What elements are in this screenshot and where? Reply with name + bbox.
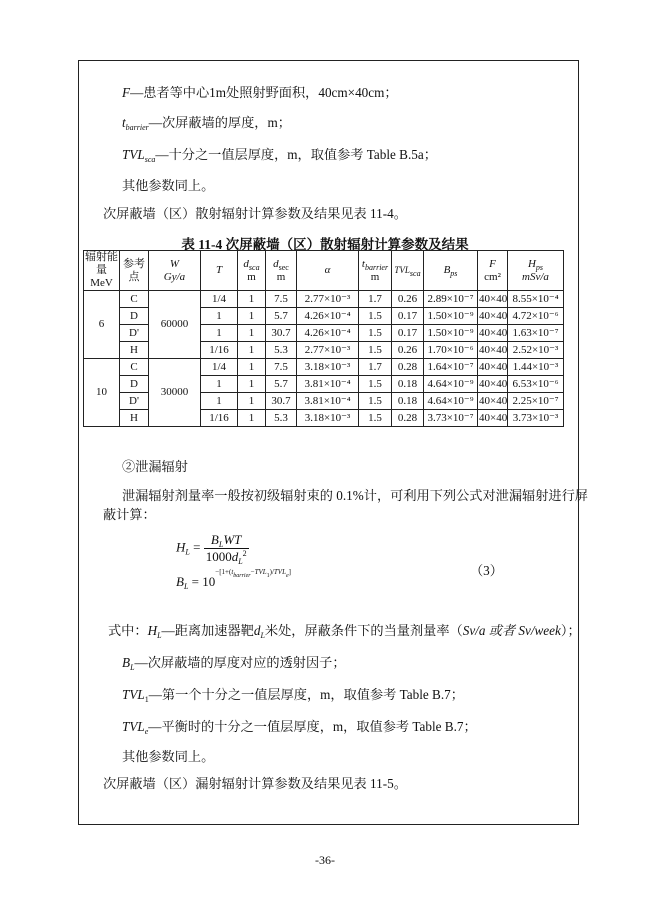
header-f: F cm² — [478, 251, 508, 291]
table-cell: 1.50×10⁻⁹ — [424, 325, 478, 342]
table-cell: 6 — [84, 291, 120, 359]
table-cell: 0.17 — [392, 325, 424, 342]
header-dsec: $d_{sec}$ m — [266, 251, 297, 291]
where-hl: 式中：$H_L—$距离加速器靶$d_L$米处，屏蔽条件下的当量剂量率（Sv/a 或者 Sv/week）； — [108, 623, 581, 640]
table-cell: 40×40 — [478, 359, 508, 376]
table-cell: 40×40 — [478, 325, 508, 342]
table-cell: 10 — [84, 359, 120, 427]
table-cell: 40×40 — [478, 393, 508, 410]
equation-number: （3） — [470, 563, 503, 578]
scatter-radiation-table — [83, 250, 564, 427]
table-header-row — [84, 251, 564, 291]
table-cell: C — [120, 291, 149, 308]
table-cell: 1/16 — [201, 410, 238, 427]
table-cell: 30.7 — [266, 393, 297, 410]
table-cell: 1 — [238, 410, 266, 427]
table-cell: C — [120, 359, 149, 376]
table-cell: 0.18 — [392, 376, 424, 393]
definition-t-barrier: $t_{barrier}—$次屏蔽墙的厚度，m； — [122, 115, 291, 132]
table-cell: D — [120, 376, 149, 393]
table-cell: 1/4 — [201, 359, 238, 376]
closing-text: 次屏蔽墙（区）漏射辐射计算参数及结果见表 11-5。 — [103, 776, 407, 791]
table-cell: 0.26 — [392, 342, 424, 359]
table-cell: 4.26×10⁻⁴ — [297, 308, 359, 325]
table-cell: 1.50×10⁻⁹ — [424, 308, 478, 325]
table-cell: 5.7 — [266, 376, 297, 393]
table-intro-text: 次屏蔽墙（区）散射辐射计算参数及结果见表 11-4。 — [103, 206, 407, 221]
table-cell: 0.28 — [392, 359, 424, 376]
table-cell: D' — [120, 393, 149, 410]
table-cell: 5.3 — [266, 410, 297, 427]
table-cell: 1.5 — [359, 308, 392, 325]
table-cell: 4.64×10⁻⁹ — [424, 376, 478, 393]
table-row — [84, 359, 564, 376]
equation-hl: $H_L$ = $\frac{B_LWT}{1000d_L^2}$ — [176, 532, 247, 566]
table-cell: 3.81×10⁻⁴ — [297, 393, 359, 410]
table-row — [84, 291, 564, 308]
table-cell: 3.73×10⁻⁷ — [424, 410, 478, 427]
table-cell: 40×40 — [478, 342, 508, 359]
table-cell: 2.77×10⁻³ — [297, 342, 359, 359]
header-hps: $H_{ps}$ mSv/a — [508, 251, 564, 291]
table-cell: 30000 — [149, 359, 201, 427]
table-cell: 5.7 — [266, 308, 297, 325]
table-cell: 0.28 — [392, 410, 424, 427]
table-cell: 3.18×10⁻³ — [297, 410, 359, 427]
table-cell: 1.64×10⁻⁷ — [424, 359, 478, 376]
table-cell: 1.63×10⁻⁷ — [508, 325, 564, 342]
where-tvle: $TVL_e—$平衡时的十分之一值层厚度，m，取值参考 Table B.7； — [122, 719, 477, 736]
header-tvl: $TVL_{sca}$ — [392, 251, 424, 291]
table-cell: 4.26×10⁻⁴ — [297, 325, 359, 342]
table-cell: 1.5 — [359, 342, 392, 359]
header-t: T — [201, 251, 238, 291]
table-cell: 40×40 — [478, 291, 508, 308]
table-cell: D — [120, 308, 149, 325]
table-cell: 4.64×10⁻⁹ — [424, 393, 478, 410]
page-frame — [78, 60, 579, 825]
table-cell: 60000 — [149, 291, 201, 359]
table-cell: 1 — [201, 393, 238, 410]
table-cell: 1 — [238, 291, 266, 308]
table-cell: 1 — [238, 359, 266, 376]
table-cell: 2.89×10⁻⁷ — [424, 291, 478, 308]
table-cell: 1.44×10⁻³ — [508, 359, 564, 376]
where-bl: $B_L—$次屏蔽墙的厚度对应的透射因子； — [122, 655, 346, 672]
table-cell: 0.17 — [392, 308, 424, 325]
leakage-text-line-2: 蔽计算： — [103, 507, 156, 522]
header-tbarrier: $t_{barrier}$ m — [359, 251, 392, 291]
table-cell: 1.5 — [359, 376, 392, 393]
table-cell: 3.18×10⁻³ — [297, 359, 359, 376]
table-cell: 0.18 — [392, 393, 424, 410]
table-cell: 2.77×10⁻³ — [297, 291, 359, 308]
table-cell: 4.72×10⁻⁶ — [508, 308, 564, 325]
table-cell: 30.7 — [266, 325, 297, 342]
table-cell: 1/16 — [201, 342, 238, 359]
table-cell: 7.5 — [266, 359, 297, 376]
table-cell: 1.70×10⁻⁶ — [424, 342, 478, 359]
header-alpha: α — [297, 251, 359, 291]
leakage-text-line-1: 泄漏辐射剂量率一般按初级辐射束的 0.1%计，可利用下列公式对泄漏辐射进行屏 — [122, 488, 588, 503]
table-cell: 3.81×10⁻⁴ — [297, 376, 359, 393]
header-w: W Gy/a — [149, 251, 201, 291]
table-cell: 1.5 — [359, 410, 392, 427]
header-ref: 参考点 — [120, 251, 149, 291]
table-cell: 0.26 — [392, 291, 424, 308]
table-cell: H — [120, 342, 149, 359]
equation-bl: $B_L = 10^{-[1+(t_{barrier}-TVL_1)/TVL_e]}$ — [176, 568, 291, 591]
table-cell: 1 — [238, 325, 266, 342]
table-cell: 1/4 — [201, 291, 238, 308]
table-cell: 8.55×10⁻⁴ — [508, 291, 564, 308]
table-cell: 1 — [238, 393, 266, 410]
table-cell: 40×40 — [478, 308, 508, 325]
where-tvl1: $TVL_1—$第一个十分之一值层厚度，m，取值参考 Table B.7； — [122, 687, 464, 704]
table-cell: 1.5 — [359, 393, 392, 410]
header-dsca: $d_{sca}$ m — [238, 251, 266, 291]
header-bps: $B_{ps}$ — [424, 251, 478, 291]
same-params-text-2: 其他参数同上。 — [122, 749, 215, 764]
table-cell: 40×40 — [478, 376, 508, 393]
table-cell: 1.5 — [359, 325, 392, 342]
table-cell: 5.3 — [266, 342, 297, 359]
table-cell: 6.53×10⁻⁶ — [508, 376, 564, 393]
table-cell: H — [120, 410, 149, 427]
same-params-text: 其他参数同上。 — [122, 178, 215, 193]
definition-tvl-sca: $TVL_{sca}—$十分之一值层厚度，m，取值参考 Table B.5a； — [122, 147, 437, 164]
table-cell: 3.73×10⁻³ — [508, 410, 564, 427]
table-cell: 1 — [238, 376, 266, 393]
table-cell: 40×40 — [478, 410, 508, 427]
header-energy: 辐射能量MeV — [85, 251, 118, 289]
table-caption: 表 11-4 次屏蔽墙（区）散射辐射计算参数及结果 — [181, 237, 469, 252]
definition-f: F—患者等中心1m处照射野面积，40cm×40cm； — [122, 85, 398, 100]
table-cell: 1 — [201, 376, 238, 393]
table-cell: 1 — [201, 308, 238, 325]
table-cell: 2.25×10⁻⁷ — [508, 393, 564, 410]
section-heading-leakage: ②泄漏辐射 — [122, 459, 188, 474]
table-cell: 1.7 — [359, 359, 392, 376]
table-cell: 7.5 — [266, 291, 297, 308]
table-cell: 1 — [201, 325, 238, 342]
table-cell: 1.7 — [359, 291, 392, 308]
table-cell: 1 — [238, 308, 266, 325]
table-cell: D' — [120, 325, 149, 342]
table-cell: 1 — [238, 342, 266, 359]
table-cell: 2.52×10⁻³ — [508, 342, 564, 359]
page-number: -36- — [315, 853, 335, 867]
